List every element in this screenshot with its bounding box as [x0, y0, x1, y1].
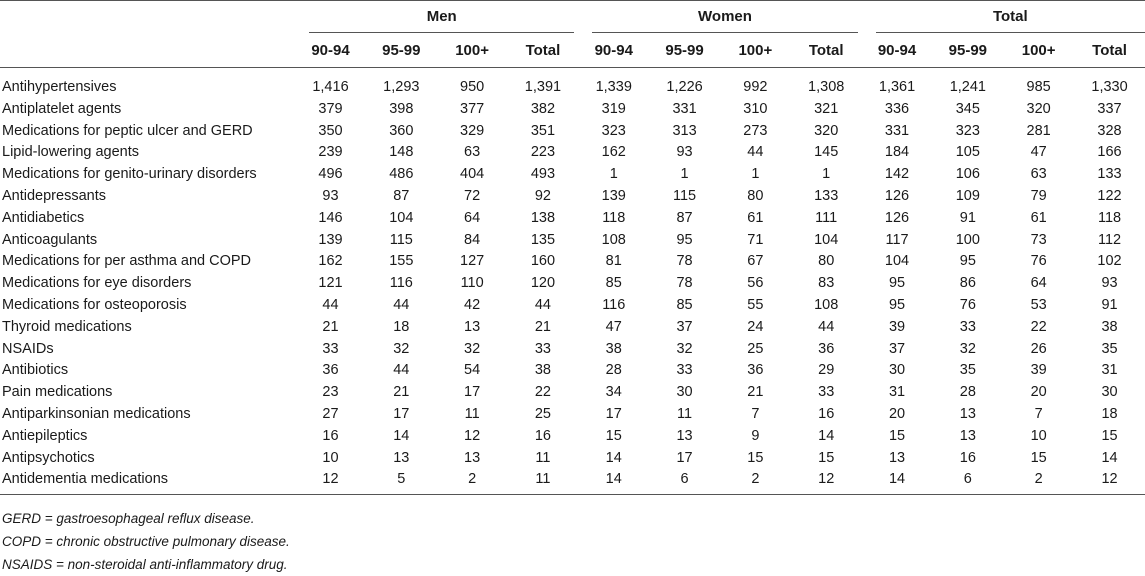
subheader-women-100-plus: 100+: [720, 33, 791, 68]
row-value: 20: [888, 406, 906, 423]
row-value: 120: [530, 275, 556, 292]
row-value: 32: [464, 340, 481, 357]
row-value: 25: [747, 340, 764, 357]
row-value: 33: [322, 340, 339, 357]
row-value: 350: [318, 122, 343, 139]
row-value: 112: [1097, 231, 1122, 248]
row-value: 1: [822, 166, 831, 183]
row-value: 56: [747, 275, 764, 292]
group-header-women-text: Women: [592, 1, 857, 33]
row-value: 16: [322, 427, 339, 444]
row-value: 87: [393, 188, 410, 205]
row-value: 22: [1030, 318, 1047, 335]
row-value: 36: [747, 362, 764, 379]
row-value: 2: [1003, 469, 1074, 495]
row-value: 55: [747, 297, 764, 314]
row-value: 126: [884, 209, 910, 226]
row-value: 493: [530, 166, 556, 183]
table-row: [0, 98, 1145, 120]
row-value: 17: [605, 406, 622, 423]
row-value: 337: [1097, 100, 1122, 117]
row-label: Medications for osteoporosis: [2, 297, 187, 314]
group-header-women: [578, 1, 861, 34]
table-row: [0, 120, 1145, 142]
row-value: 111: [815, 209, 838, 226]
table-row: [0, 294, 1145, 316]
row-value: 14: [1101, 449, 1118, 466]
row-value: 115: [389, 231, 413, 248]
row-label: Antiepileptics: [2, 427, 88, 444]
row-value: 93: [322, 188, 339, 205]
row-value: 79: [1030, 188, 1047, 205]
row-value: 24: [747, 318, 764, 335]
row-value: 12: [1074, 469, 1145, 495]
row-value: 20: [1030, 384, 1047, 401]
row-value: 13: [464, 449, 481, 466]
row-value: 1: [609, 166, 618, 183]
group-header-total: [862, 1, 1145, 34]
row-value: 336: [884, 100, 910, 117]
row-value: 138: [530, 209, 556, 226]
row-value: 115: [673, 188, 697, 205]
row-value: 319: [601, 100, 626, 117]
row-value: 14: [578, 469, 649, 495]
row-value: 331: [672, 100, 697, 117]
table-row: [0, 425, 1145, 447]
subheader-women-90-94: 90-94: [578, 33, 649, 68]
row-value: 33: [818, 384, 835, 401]
row-value: 38: [605, 340, 622, 357]
row-value: 17: [676, 449, 693, 466]
row-value: 11: [464, 406, 480, 423]
row-value: 44: [393, 362, 410, 379]
row-value: 80: [747, 188, 764, 205]
row-value: 17: [464, 384, 481, 401]
row-value: 10: [322, 449, 339, 466]
row-value: 118: [602, 209, 626, 226]
row-value: 9: [751, 427, 760, 444]
row-value: 310: [743, 100, 768, 117]
row-value: 139: [601, 188, 626, 205]
row-value: 28: [605, 362, 622, 379]
row-value: 23: [322, 384, 339, 401]
row-value: 12: [791, 469, 862, 495]
row-value: 95: [888, 275, 906, 292]
row-value: 80: [818, 253, 835, 270]
row-label: Antihypertensives: [2, 79, 117, 95]
row-value: 39: [888, 318, 906, 335]
row-value: 67: [747, 253, 764, 270]
row-value: 5: [366, 469, 437, 495]
row-value: 95: [888, 297, 906, 314]
row-value: 76: [1030, 253, 1047, 270]
row-value: 382: [530, 100, 556, 117]
row-value: 12: [295, 469, 366, 495]
row-value: 184: [884, 144, 910, 161]
row-value: 25: [534, 406, 551, 423]
row-value: 15: [818, 449, 835, 466]
row-label: Medications for peptic ulcer and GERD: [2, 122, 253, 139]
row-label: Anticoagulants: [2, 231, 98, 248]
row-value: 155: [389, 253, 414, 270]
subheader-label-cell: [0, 33, 295, 68]
subheader-total-90-94: 90-94: [862, 33, 933, 68]
row-value: 1,226: [666, 79, 703, 95]
row-value: 379: [318, 100, 343, 117]
row-value: 17: [393, 406, 410, 423]
row-value: 30: [1101, 384, 1118, 401]
row-value: 91: [959, 209, 976, 226]
row-value: 1,293: [383, 79, 420, 95]
row-value: 31: [1101, 362, 1118, 379]
row-value: 104: [884, 253, 910, 270]
row-value: 377: [460, 100, 485, 117]
row-value: 30: [676, 384, 693, 401]
row-value: 122: [1097, 188, 1122, 205]
row-value: 1,339: [595, 79, 632, 95]
row-value: 331: [884, 122, 910, 139]
row-value: 118: [1097, 209, 1122, 226]
row-value: 11: [508, 469, 579, 495]
row-value: 13: [464, 318, 481, 335]
row-value: 496: [318, 166, 343, 183]
row-value: 14: [393, 427, 410, 444]
row-value: 404: [460, 166, 485, 183]
row-value: 16: [818, 406, 835, 423]
table-row: [0, 207, 1145, 229]
row-value: 117: [885, 231, 909, 248]
row-value: 93: [1101, 275, 1118, 292]
table-row: [0, 185, 1145, 207]
row-value: 985: [1026, 79, 1051, 95]
row-value: 7: [1034, 406, 1043, 423]
row-value: 95: [676, 231, 693, 248]
row-label: Lipid-lowering agents: [2, 144, 140, 161]
row-value: 135: [530, 231, 556, 248]
row-value: 15: [1030, 449, 1047, 466]
row-value: 21: [322, 318, 339, 335]
group-header-men: [295, 1, 578, 34]
row-label: Pain medications: [2, 384, 113, 401]
table-row: [0, 142, 1145, 164]
row-label: Antiparkinsonian medications: [2, 406, 191, 423]
subheader-men-total: Total: [508, 33, 579, 68]
row-value: 486: [389, 166, 414, 183]
row-value: 15: [888, 427, 906, 444]
row-value: 126: [884, 188, 910, 205]
row-value: 33: [959, 318, 976, 335]
row-value: 47: [1030, 144, 1047, 161]
row-value: 328: [1097, 122, 1122, 139]
row-value: 15: [747, 449, 764, 466]
row-value: 91: [1101, 297, 1118, 314]
row-value: 32: [393, 340, 410, 357]
row-value: 37: [888, 340, 906, 357]
row-label: Antidementia medications: [0, 469, 295, 495]
row-value: 93: [676, 144, 693, 161]
row-value: 44: [818, 318, 835, 335]
row-value: 15: [605, 427, 622, 444]
row-value: 86: [959, 275, 976, 292]
row-value: 35: [1101, 340, 1118, 357]
row-value: 10: [1030, 427, 1047, 444]
row-value: 21: [534, 318, 551, 335]
subheader-total-95-99: 95-99: [932, 33, 1003, 68]
row-value: 33: [534, 340, 551, 357]
row-value: 1,330: [1091, 79, 1128, 95]
row-value: 13: [676, 427, 693, 444]
row-value: 1,308: [808, 79, 845, 95]
footnote-copd: COPD = chronic obstructive pulmonary disease.: [2, 534, 290, 550]
row-value: 162: [318, 253, 343, 270]
table-row: [0, 469, 1145, 495]
row-value: 78: [676, 275, 693, 292]
row-label: Antidepressants: [2, 188, 106, 205]
row-value: 38: [1101, 318, 1118, 335]
row-value: 323: [601, 122, 626, 139]
row-value: 44: [534, 297, 551, 314]
row-value: 84: [464, 231, 481, 248]
row-value: 160: [530, 253, 556, 270]
row-value: 14: [818, 427, 835, 444]
row-value: 2: [437, 469, 508, 495]
row-value: 142: [884, 166, 910, 183]
row-value: 47: [605, 318, 622, 335]
row-value: 64: [1030, 275, 1047, 292]
row-value: 6: [649, 469, 720, 495]
row-value: 166: [1097, 144, 1122, 161]
row-value: 148: [389, 144, 414, 161]
row-value: 53: [1030, 297, 1047, 314]
row-value: 116: [389, 275, 413, 292]
row-value: 72: [464, 188, 481, 205]
row-label: Antiplatelet agents: [2, 100, 122, 117]
table-row: [0, 403, 1145, 425]
row-value: 44: [393, 297, 410, 314]
row-value: 39: [1030, 362, 1047, 379]
row-value: 116: [602, 297, 626, 314]
row-value: 110: [460, 275, 484, 292]
row-value: 133: [1097, 166, 1122, 183]
row-value: 61: [1030, 209, 1047, 226]
row-value: 13: [959, 427, 976, 444]
row-value: 76: [959, 297, 976, 314]
row-value: 360: [389, 122, 414, 139]
row-value: 61: [747, 209, 764, 226]
row-value: 109: [955, 188, 980, 205]
row-value: 13: [393, 449, 410, 466]
row-value: 83: [818, 275, 835, 292]
row-value: 1,416: [312, 79, 349, 95]
row-value: 11: [677, 406, 693, 423]
footnote-nsaids: NSAIDS = non-steroidal anti-inflammatory drug.: [2, 557, 288, 573]
table-row: [0, 272, 1145, 294]
row-value: 63: [464, 144, 481, 161]
row-value: 320: [814, 122, 839, 139]
table-row: [0, 360, 1145, 382]
table-row: [0, 381, 1145, 403]
row-value: 102: [1097, 253, 1122, 270]
subheader-men-90-94: 90-94: [295, 33, 366, 68]
row-value: 16: [959, 449, 976, 466]
row-value: 313: [672, 122, 697, 139]
row-value: 7: [751, 406, 760, 423]
row-value: 15: [1101, 427, 1118, 444]
row-value: 273: [743, 122, 768, 139]
row-value: 73: [1030, 231, 1047, 248]
subheader-women-total: Total: [791, 33, 862, 68]
row-value: 13: [959, 406, 976, 423]
row-value: 398: [389, 100, 414, 117]
row-value: 329: [460, 122, 485, 139]
row-value: 108: [814, 297, 839, 314]
table-row: [0, 316, 1145, 338]
footnotes: [0, 507, 1145, 576]
row-value: 38: [534, 362, 551, 379]
row-label: Antibiotics: [2, 362, 69, 379]
row-value: 1,241: [949, 79, 986, 95]
row-value: 63: [1030, 166, 1047, 183]
row-value: 32: [959, 340, 976, 357]
row-value: 1: [680, 166, 689, 183]
row-value: 54: [464, 362, 481, 379]
row-value: 223: [530, 144, 556, 161]
row-value: 11: [535, 449, 551, 466]
row-value: 31: [888, 384, 906, 401]
row-value: 104: [814, 231, 839, 248]
row-value: 127: [460, 253, 485, 270]
row-value: 18: [1101, 406, 1118, 423]
row-value: 22: [534, 384, 551, 401]
row-value: 64: [464, 209, 481, 226]
row-value: 320: [1026, 100, 1051, 117]
table-row: [0, 68, 1145, 99]
footnote-gerd: GERD = gastroesophageal reflux disease.: [2, 511, 255, 527]
subheader-row: [0, 33, 1145, 68]
row-value: 27: [322, 406, 339, 423]
row-value: 281: [1026, 122, 1051, 139]
row-value: 146: [318, 209, 343, 226]
row-label: Antidiabetics: [2, 209, 85, 226]
row-value: 44: [747, 144, 764, 161]
row-value: 95: [959, 253, 976, 270]
table-row: [0, 251, 1145, 273]
header-label-cell: [0, 1, 295, 34]
subheader-total-total: Total: [1074, 33, 1145, 68]
row-value: 1,361: [878, 79, 916, 95]
row-value: 321: [814, 100, 839, 117]
group-header-row: [0, 1, 1145, 34]
row-value: 35: [959, 362, 976, 379]
row-value: 133: [814, 188, 839, 205]
row-value: 105: [955, 144, 980, 161]
row-value: 14: [605, 449, 622, 466]
table-row: [0, 338, 1145, 360]
row-label: NSAIDs: [2, 340, 54, 357]
row-value: 121: [318, 275, 343, 292]
row-value: 106: [955, 166, 980, 183]
row-value: 1: [751, 166, 760, 183]
table-row: [0, 163, 1145, 185]
row-value: 36: [322, 362, 339, 379]
row-value: 85: [676, 297, 693, 314]
row-value: 29: [818, 362, 835, 379]
row-value: 239: [318, 144, 343, 161]
row-value: 30: [888, 362, 906, 379]
table-body: [0, 68, 1145, 495]
row-value: 13: [888, 449, 906, 466]
row-value: 345: [955, 100, 980, 117]
row-value: 87: [676, 209, 693, 226]
row-value: 351: [530, 122, 556, 139]
row-label: Medications for genito-urinary disorders: [2, 166, 257, 183]
group-header-total-text: Total: [876, 1, 1145, 33]
row-label: Thyroid medications: [2, 318, 132, 335]
row-value: 323: [955, 122, 980, 139]
row-value: 145: [814, 144, 839, 161]
row-value: 6: [932, 469, 1003, 495]
row-value: 139: [318, 231, 343, 248]
row-value: 12: [464, 427, 481, 444]
row-label: Medications for per asthma and COPD: [2, 253, 252, 270]
row-value: 26: [1030, 340, 1047, 357]
row-value: 100: [955, 231, 980, 248]
row-value: 2: [720, 469, 791, 495]
row-value: 14: [862, 469, 933, 495]
group-header-men-text: Men: [309, 1, 574, 33]
row-value: 85: [605, 275, 622, 292]
row-value: 44: [322, 297, 339, 314]
subheader-total-100-plus: 100+: [1003, 33, 1074, 68]
table-row: [0, 447, 1145, 469]
row-value: 92: [534, 188, 551, 205]
row-value: 81: [605, 253, 622, 270]
row-value: 28: [959, 384, 976, 401]
row-value: 36: [818, 340, 835, 357]
row-value: 34: [605, 384, 622, 401]
subheader-men-100-plus: 100+: [437, 33, 508, 68]
row-value: 108: [601, 231, 626, 248]
row-value: 33: [676, 362, 693, 379]
row-value: 21: [747, 384, 764, 401]
subheader-women-95-99: 95-99: [649, 33, 720, 68]
row-value: 104: [389, 209, 414, 226]
row-value: 950: [460, 79, 485, 95]
row-label: Medications for eye disorders: [2, 275, 192, 292]
row-value: 78: [676, 253, 693, 270]
row-value: 16: [534, 427, 551, 444]
row-value: 1,391: [524, 79, 562, 95]
subheader-men-95-99: 95-99: [366, 33, 437, 68]
row-value: 21: [393, 384, 410, 401]
row-value: 71: [747, 231, 764, 248]
row-value: 992: [743, 79, 768, 95]
row-value: 42: [464, 297, 481, 314]
row-label: Antipsychotics: [2, 449, 95, 466]
row-value: 37: [676, 318, 693, 335]
row-value: 162: [601, 144, 626, 161]
table-row: [0, 229, 1145, 251]
row-value: 32: [676, 340, 693, 357]
row-value: 18: [393, 318, 410, 335]
